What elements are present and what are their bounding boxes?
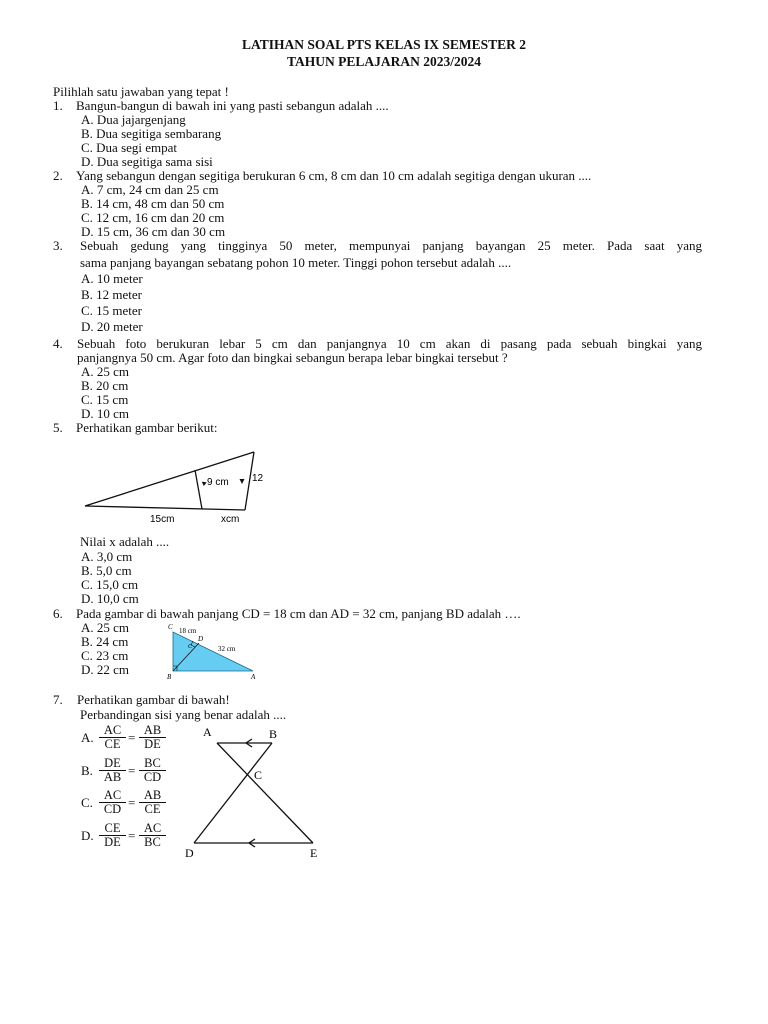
q7-bowtie-figure	[180, 722, 330, 862]
triangle-abc	[173, 632, 253, 671]
q6-option-b: B. 24 cm	[81, 634, 129, 649]
q2-option-b: B. 14 cm, 48 cm dan 50 cm	[81, 196, 225, 211]
q2-option-a: A. 7 cm, 24 cm dan 25 cm	[81, 182, 219, 197]
academic-year: TAHUN PELAJARAN 2023/2024	[286, 54, 481, 69]
question-number: 5.	[53, 420, 63, 435]
equals-sign: =	[128, 763, 136, 778]
q7-option-a-fraction-2: $\frac{AB}{DE}$	[139, 724, 166, 751]
q6-option-d: D. 22 cm	[81, 662, 130, 677]
q1-option-d: D. Dua segitiga sama sisi	[81, 154, 213, 169]
question-5-text: Perhatikan gambar berikut:	[76, 420, 218, 435]
question-7-text: Perhatikan gambar di bawah!	[77, 692, 230, 707]
q3-option-b: B. 12 meter	[81, 287, 143, 302]
question-7-subtext: Perbandingan sisi yang benar adalah ....	[80, 707, 287, 722]
q7-option-b-fraction-2: $\frac{BC}{CD}$	[139, 757, 166, 784]
question-1-text: Bangun-bangun di bawah ini yang pasti sebangun adalah ....	[76, 98, 389, 113]
segment-ae	[217, 743, 313, 843]
q4-option-b: B. 20 cm	[81, 378, 129, 393]
q2-option-d: D. 15 cm, 36 cm dan 30 cm	[81, 224, 226, 239]
question-number: 1.	[53, 98, 63, 113]
arrow-icon	[240, 479, 245, 484]
question-2-text: Yang sebangun dengan segitiga berukuran 6 cm, 8 cm dan 10 cm adalah segitiga dengan ukuran ....	[76, 168, 592, 183]
q7-option-c-fraction-1: $\frac{AC}{CD}$	[99, 789, 126, 816]
label-9cm: 9 cm	[207, 477, 229, 488]
q4-option-d: D. 10 cm	[81, 406, 130, 421]
label-b: B	[269, 727, 278, 741]
q7-option-b-fraction-1: $\frac{DE}{AB}$	[99, 757, 126, 784]
label-d: D	[185, 846, 194, 860]
question-6-text: Pada gambar di bawah panjang CD = 18 cm dan AD = 32 cm, panjang BD adalah ….	[76, 606, 521, 621]
question-number: 7.	[53, 692, 63, 707]
q7-option-a-letter: A.	[81, 730, 94, 745]
label-a: A	[251, 673, 256, 681]
label-e: E	[310, 846, 318, 860]
label-12: 12	[252, 473, 264, 484]
q1-option-b: B. Dua segitiga sembarang	[81, 126, 222, 141]
question-4-line-1: Sebuah foto berukuran lebar 5 cm dan panjangnya 10 cm akan di pasang pada sebuah bingkai yang	[77, 336, 702, 351]
q7-option-d-fraction-1: $\frac{CE}{DE}$	[99, 822, 126, 849]
q7-option-d-fraction-2: $\frac{AC}{BC}$	[139, 822, 166, 849]
q6-right-triangle-figure	[163, 620, 263, 682]
label-xcm: xcm	[221, 514, 240, 525]
arrow-icon	[201, 482, 207, 487]
question-5-prompt: Nilai x adalah ....	[80, 534, 170, 549]
q4-option-a: A. 25 cm	[81, 364, 130, 379]
equals-sign: =	[128, 795, 136, 810]
label-c: C	[168, 623, 173, 631]
instruction: Pilihlah satu jawaban yang tepat !	[53, 84, 229, 99]
equals-sign: =	[128, 730, 136, 745]
q7-option-c-fraction-2: $\frac{AB}{CE}$	[139, 789, 166, 816]
q5-option-d: D. 10,0 cm	[81, 591, 139, 606]
exam-title: LATIHAN SOAL PTS KELAS IX SEMESTER 2	[241, 37, 527, 52]
label-c: C	[254, 768, 263, 782]
question-3-line-2: sama panjang bayangan sebatang pohon 10 meter. Tinggi pohon tersebut adalah ....	[80, 255, 512, 270]
q7-option-d-letter: D.	[81, 828, 94, 843]
label-15cm: 15cm	[150, 514, 175, 525]
label-c-inner: C	[188, 644, 193, 650]
q5-option-b: B. 5,0 cm	[81, 563, 132, 578]
q1-option-a: A. Dua jajargenjang	[81, 112, 186, 127]
equals-sign: =	[128, 828, 136, 843]
q7-option-c-letter: C.	[81, 795, 93, 810]
label-18cm: 18 cm	[179, 627, 197, 635]
q6-option-a: A. 25 cm	[81, 620, 130, 635]
q3-option-d: D. 20 meter	[81, 319, 143, 334]
q3-option-a: A. 10 meter	[81, 271, 143, 286]
q2-option-c: C. 12 cm, 16 cm dan 20 cm	[81, 210, 225, 225]
q5-option-a: A. 3,0 cm	[81, 549, 133, 564]
label-a: A	[203, 725, 212, 739]
question-4-line-2: panjangnya 50 cm. Agar foto dan bingkai sebangun berapa lebar bingkai tersebut ?	[77, 350, 508, 365]
q3-option-c: C. 15 meter	[81, 303, 143, 318]
question-number: 2.	[53, 168, 63, 183]
q7-option-a-fraction-1: $\frac{AC}{CE}$	[99, 724, 126, 751]
label-d: D	[198, 635, 204, 643]
label-32cm: 32 cm	[218, 645, 236, 653]
label-b: B	[167, 673, 172, 681]
q6-option-c: C. 23 cm	[81, 648, 129, 663]
question-3-line-1: Sebuah gedung yang tingginya 50 meter, mempunyai panjang bayangan 25 meter. Pada saat yang	[80, 238, 702, 253]
q5-triangle-figure	[80, 443, 280, 528]
q1-option-c: C. Dua segi empat	[81, 140, 178, 155]
q4-option-c: C. 15 cm	[81, 392, 129, 407]
q5-option-c: C. 15,0 cm	[81, 577, 139, 592]
question-number: 6.	[53, 606, 63, 621]
question-number: 4.	[53, 336, 63, 351]
q7-option-b-letter: B.	[81, 763, 93, 778]
segment-bd	[194, 743, 272, 843]
small-height-line	[195, 470, 202, 509]
question-number: 3.	[53, 238, 63, 253]
base-line	[85, 506, 245, 510]
